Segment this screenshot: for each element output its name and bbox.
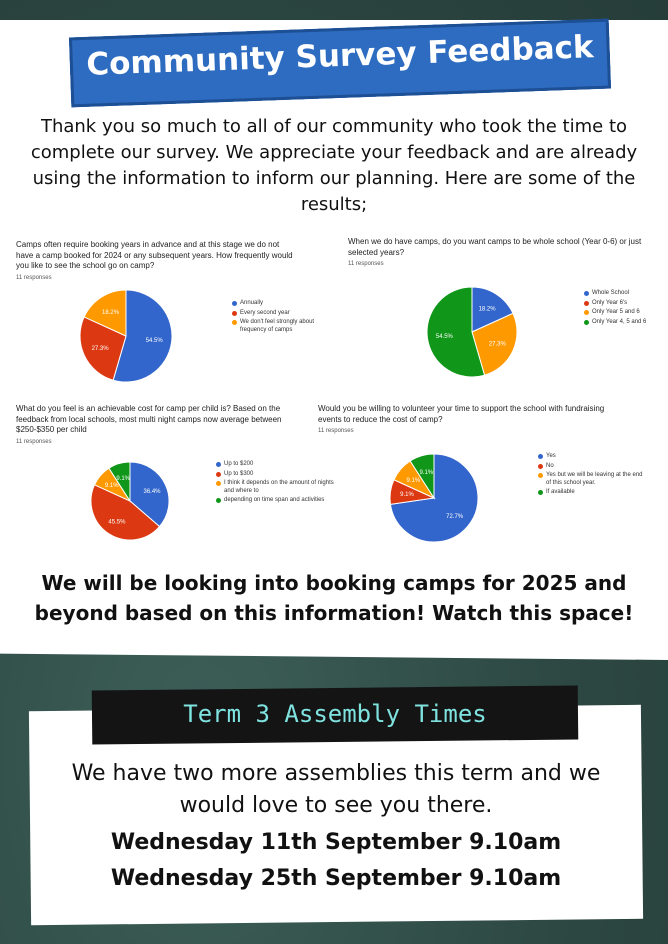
slice-label: 9.1% xyxy=(116,475,131,482)
legend-label: I think it depends on the amount of nights and where to xyxy=(224,480,334,494)
legend-swatch xyxy=(232,311,237,316)
slice-label: 45.5% xyxy=(108,519,126,526)
legend-label: Whole School xyxy=(592,290,630,296)
intro-text: Thank you so much to all of our community who took the time to complete our survey. We appreciate your feedback and are already using the information to inform our planning. Here are some of the results; xyxy=(30,116,638,215)
chart-volunteer xyxy=(318,404,658,554)
legend-label: Every second year xyxy=(240,309,290,316)
legend-item xyxy=(232,310,332,318)
chart-legend xyxy=(232,300,332,336)
legend-label: If available xyxy=(546,489,575,495)
assembly-text: We have two more assemblies this term and we would love to see you there. xyxy=(71,761,601,818)
chart-responses: 11 responses xyxy=(16,438,52,445)
chart-legend xyxy=(584,290,664,328)
legend-label: depending on time span and activities xyxy=(224,497,325,503)
legend-swatch xyxy=(584,310,589,315)
legend-item xyxy=(584,290,664,298)
chart-question: Would you be willing to volunteer your time to support the school with fundraising events to reduce the cost of camp? xyxy=(318,404,605,424)
slice-label: 36.4% xyxy=(143,488,161,495)
chart-question: When we do have camps, do you want camps to be whole school (Year 0-6) or just selected years? xyxy=(348,237,642,257)
legend-item xyxy=(538,489,646,497)
legend-label: We don't feel strongly about frequency of camps xyxy=(240,319,315,333)
legend-swatch xyxy=(584,320,589,325)
chart-responses: 11 responses xyxy=(348,261,384,267)
legend-swatch xyxy=(538,454,543,459)
assembly-date: Wednesday 25th September 9.10am xyxy=(110,866,562,891)
chart-question: Camps often require booking years in advance and at this stage we do not have a camp booked for 2024 or any subsequent years. How frequently would you like to see the school go on camp? xyxy=(16,240,293,270)
legend-swatch xyxy=(538,490,543,495)
slice-label: 18.2% xyxy=(102,310,120,317)
chart-responses: 11 responses xyxy=(318,428,354,434)
legend-item xyxy=(584,319,664,327)
chart-responses: 11 responses xyxy=(16,274,52,281)
slice-label: 27.3% xyxy=(488,341,506,348)
legend-label: Yes xyxy=(546,453,556,459)
legend-item xyxy=(538,463,646,471)
chart-legend xyxy=(538,453,646,499)
legend-swatch xyxy=(216,498,221,503)
legend-swatch xyxy=(538,473,543,478)
legend-item xyxy=(538,472,646,487)
legend-swatch xyxy=(584,301,589,306)
chart-camp-years xyxy=(348,237,658,397)
legend-swatch xyxy=(232,301,237,306)
closing-text: We will be looking into booking camps for 2025 and beyond based on this information! Watch this space! xyxy=(34,571,634,625)
legend-swatch xyxy=(216,472,221,477)
legend-label: Annually xyxy=(240,300,264,306)
slice-label: 72.7% xyxy=(446,513,464,520)
legend-label: Only Year 4, 5 and 6 xyxy=(592,318,647,325)
legend-label: Up to $200 xyxy=(224,461,254,467)
legend-item xyxy=(538,453,646,461)
legend-item xyxy=(232,319,332,334)
legend-swatch xyxy=(584,291,589,296)
legend-item xyxy=(232,300,332,308)
legend-swatch xyxy=(232,320,237,325)
legend-label: Only Year 5 and 6 xyxy=(592,309,640,315)
slice-label: 54.5% xyxy=(435,333,453,340)
legend-swatch xyxy=(538,464,543,469)
legend-item xyxy=(584,309,664,317)
slice-label: 9.1% xyxy=(406,478,421,485)
slice-label: 54.5% xyxy=(145,338,163,345)
legend-label: No xyxy=(546,462,554,469)
chart-camp-cost xyxy=(16,404,334,554)
legend-label: Up to $300 xyxy=(224,470,254,477)
slice-label: 9.1% xyxy=(419,469,434,476)
slice-label: 9.1% xyxy=(400,492,414,499)
legend-label: Yes but we will be leaving at the end of this school year. xyxy=(546,472,643,486)
assembly-title: Term 3 Assembly Times xyxy=(183,700,487,728)
page-title: Community Survey Feedback xyxy=(85,29,595,83)
legend-swatch xyxy=(216,481,221,486)
legend-swatch xyxy=(216,462,221,467)
legend-item xyxy=(584,300,664,308)
slice-label: 27.3% xyxy=(91,345,109,352)
slice-label: 18.2% xyxy=(478,306,496,313)
assembly-date: Wednesday 11th September 9.10am xyxy=(110,830,562,855)
legend-label: Only Year 6's xyxy=(592,299,628,306)
chart-camp-frequency xyxy=(16,240,316,400)
slice-label: 9.1% xyxy=(104,483,119,490)
chart-question: What do you feel is an achievable cost for camp per child is? Based on the feedback from local schools, most multi night camps now average between $250-$350 per child xyxy=(16,404,282,434)
